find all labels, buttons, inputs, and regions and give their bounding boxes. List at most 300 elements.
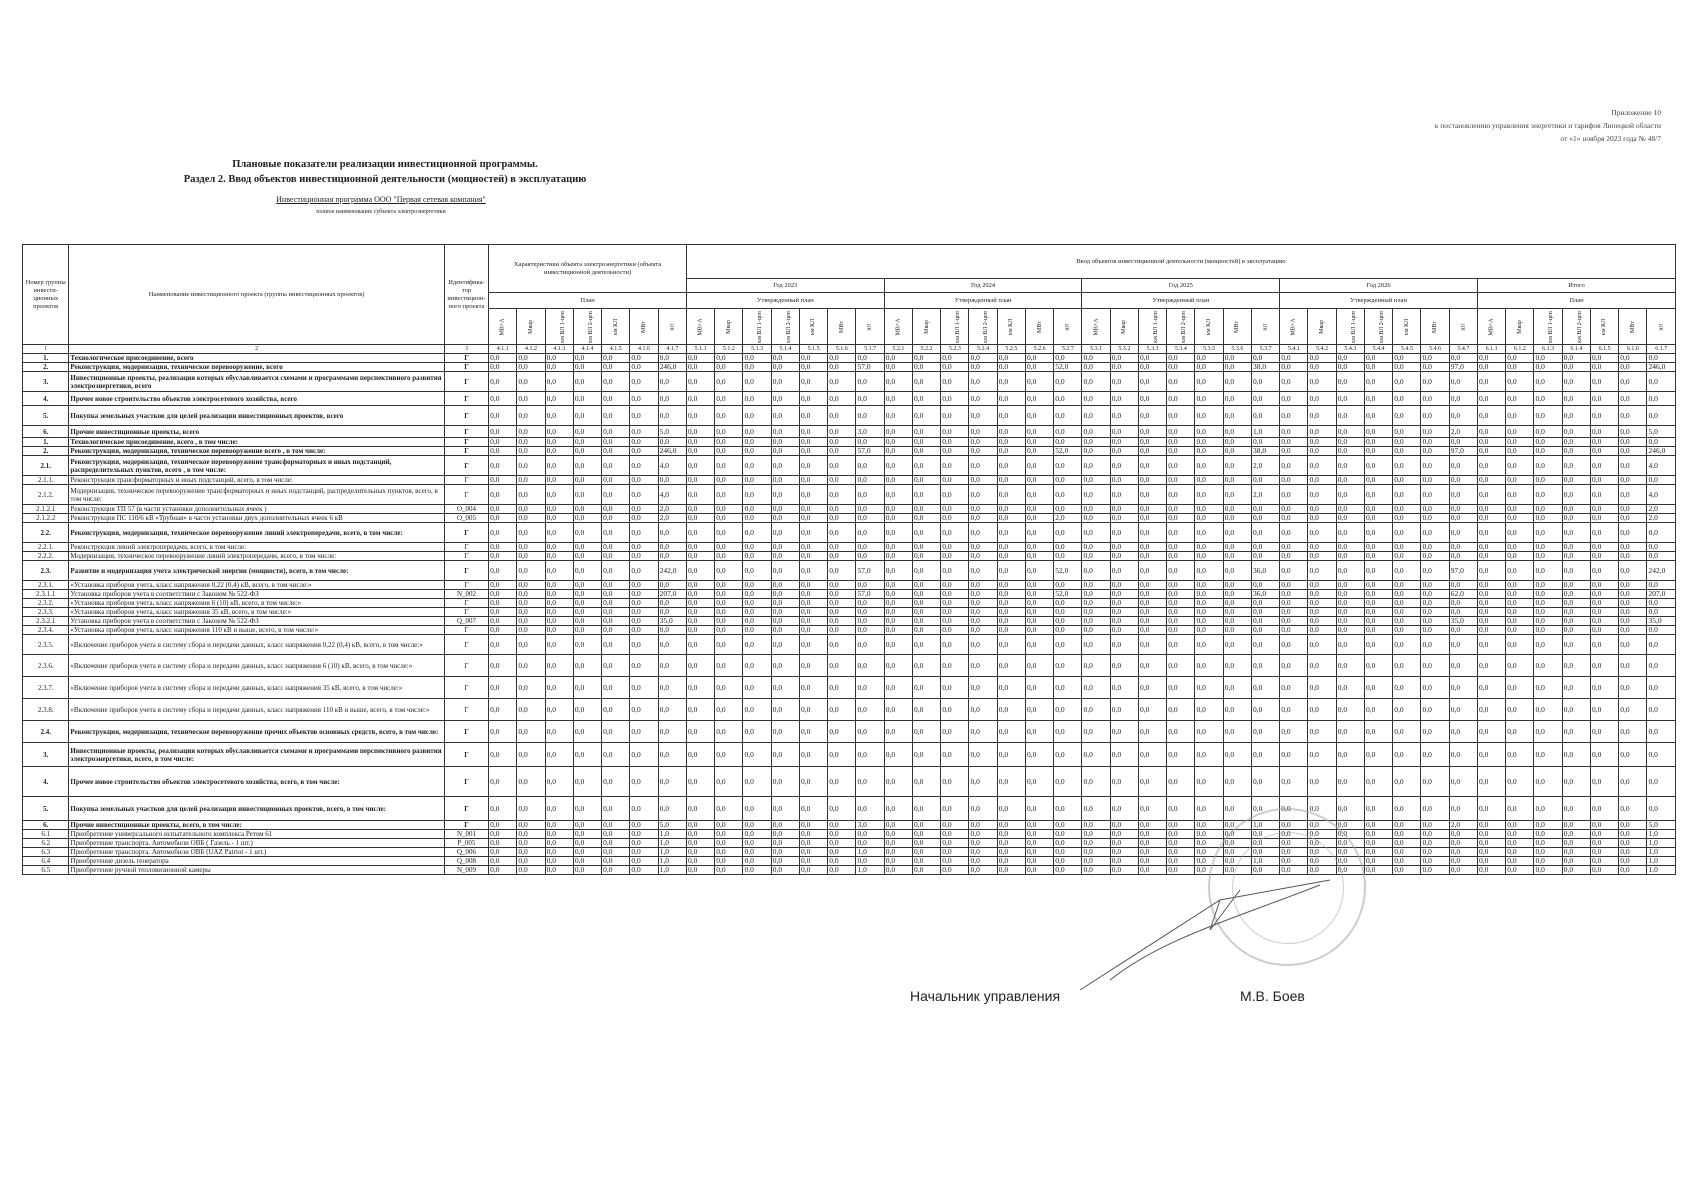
value-cell: 57,0	[856, 561, 884, 581]
value-cell: 0,0	[1562, 438, 1590, 447]
value-cell: 0,0	[1138, 699, 1166, 721]
value-cell: 0,0	[658, 655, 686, 677]
row-name: Технологическое присоединение, всего	[69, 354, 444, 363]
value-cell: 0,0	[1110, 426, 1138, 438]
value-cell: 38,0	[1251, 363, 1279, 372]
value-cell: 0,0	[743, 581, 771, 590]
value-cell: 0,0	[1534, 848, 1562, 857]
value-cell: 0,0	[1534, 514, 1562, 523]
value-cell: 0,0	[884, 626, 912, 635]
row-name: Реконструкция линий электропередачи, всего, в том числе:	[69, 543, 444, 552]
value-cell: 0,0	[884, 767, 912, 797]
value-cell: 0,0	[1167, 655, 1195, 677]
row-identifier: Г	[444, 599, 488, 608]
value-cell: 0,0	[856, 485, 884, 505]
value-cell: 0,0	[686, 456, 714, 476]
value-cell: 0,0	[1534, 523, 1562, 543]
value-cell: 0,0	[1477, 406, 1505, 426]
value-cell: 0,0	[1251, 866, 1279, 875]
table-row	[23, 581, 1676, 590]
value-cell: 0,0	[545, 514, 573, 523]
value-cell: 0,0	[630, 797, 658, 821]
value-cell: 0,0	[517, 699, 545, 721]
value-cell: 0,0	[1251, 626, 1279, 635]
value-cell: 0,0	[1054, 699, 1082, 721]
row-number: 2.3.8.	[23, 699, 69, 721]
value-cell: 0,0	[545, 406, 573, 426]
value-cell: 0,0	[1025, 743, 1053, 767]
value-cell: 0,0	[799, 485, 827, 505]
value-cell: 0,0	[1336, 866, 1364, 875]
value-cell: 0,0	[1477, 372, 1505, 392]
value-cell: 0,0	[630, 821, 658, 830]
header-unit: км КЛ	[997, 309, 1025, 345]
value-cell: 0,0	[743, 363, 771, 372]
value-cell: 0,0	[1506, 543, 1534, 552]
value-cell: 0,0	[1167, 857, 1195, 866]
value-cell: 0,0	[1534, 699, 1562, 721]
value-cell: 0,0	[941, 438, 969, 447]
row-number: 2.3.2.	[23, 599, 69, 608]
value-cell: 0,0	[1138, 581, 1166, 590]
row-number: 3.	[23, 372, 69, 392]
value-cell: 0,0	[1223, 635, 1251, 655]
header-commissioning: Ввод объектов инвестиционной деятельности (мощностей) в эксплуатацию	[686, 245, 1675, 279]
value-cell: 0,0	[715, 505, 743, 514]
value-cell: 0,0	[1449, 608, 1477, 617]
value-cell: 0,0	[1477, 830, 1505, 839]
value-cell: 35,0	[1647, 617, 1676, 626]
value-cell: 0,0	[1167, 552, 1195, 561]
value-cell: 0,0	[828, 617, 856, 626]
value-cell: 0,0	[1534, 561, 1562, 581]
value-cell: 0,0	[1280, 354, 1308, 363]
value-cell: 0,0	[912, 552, 940, 561]
value-cell: 0,0	[1477, 839, 1505, 848]
table-row	[23, 699, 1676, 721]
value-cell: 0,0	[630, 839, 658, 848]
value-cell: 0,0	[573, 438, 601, 447]
header-unit: Мвар	[517, 309, 545, 345]
value-cell: 0,0	[602, 626, 630, 635]
value-cell: 0,0	[997, 581, 1025, 590]
value-cell: 1,0	[1647, 830, 1676, 839]
value-cell: 0,0	[573, 485, 601, 505]
value-cell: 0,0	[686, 426, 714, 438]
value-cell: 0,0	[1025, 590, 1053, 599]
value-cell: 0,0	[1025, 839, 1053, 848]
value-cell: 0,0	[1054, 476, 1082, 485]
value-cell: 0,0	[602, 505, 630, 514]
value-cell: 0,0	[799, 866, 827, 875]
value-cell: 0,0	[1138, 797, 1166, 821]
value-cell: 0,0	[856, 505, 884, 514]
value-cell: 0,0	[828, 848, 856, 857]
value-cell: 0,0	[969, 406, 997, 426]
value-cell: 0,0	[1449, 581, 1477, 590]
value-cell: 0,0	[630, 505, 658, 514]
value-cell: 0,0	[517, 581, 545, 590]
value-cell: 0,0	[658, 523, 686, 543]
value-cell: 0,0	[602, 848, 630, 857]
value-cell: 0,0	[799, 561, 827, 581]
value-cell: 0,0	[856, 721, 884, 743]
value-cell: 0,0	[1421, 677, 1449, 699]
value-cell: 0,0	[969, 485, 997, 505]
value-cell: 0,0	[856, 635, 884, 655]
value-cell: 0,0	[1223, 354, 1251, 363]
value-cell: 0,0	[997, 617, 1025, 626]
value-cell: 0,0	[912, 476, 940, 485]
row-name: Реконструкция, модернизация, техническое перевооружение прочих объектов основных средств, всего, в том числе:	[69, 721, 444, 743]
column-index: 5.2.2	[912, 345, 940, 354]
value-cell: 0,0	[1223, 830, 1251, 839]
value-cell: 0,0	[1619, 767, 1647, 797]
value-cell: 0,0	[743, 599, 771, 608]
value-cell: 0,0	[1167, 821, 1195, 830]
value-cell: 0,0	[1223, 797, 1251, 821]
value-cell: 0,0	[1167, 456, 1195, 476]
value-cell: 0,0	[997, 699, 1025, 721]
value-cell: 0,0	[1223, 581, 1251, 590]
value-cell: 0,0	[1280, 608, 1308, 617]
value-cell: 0,0	[1223, 523, 1251, 543]
row-identifier: Г	[444, 543, 488, 552]
value-cell: 0,0	[1364, 617, 1392, 626]
value-cell: 0,0	[1534, 543, 1562, 552]
row-name: Развитие и модернизация учета электрической энергии (мощности), всего, в том числе:	[69, 561, 444, 581]
row-number: 6.2	[23, 839, 69, 848]
value-cell: 0,0	[1590, 743, 1618, 767]
value-cell: 0,0	[489, 743, 517, 767]
value-cell: 0,0	[799, 830, 827, 839]
value-cell: 0,0	[1562, 608, 1590, 617]
value-cell: 0,0	[1364, 655, 1392, 677]
value-cell: 0,0	[1195, 617, 1223, 626]
header-year: Год 2026	[1280, 279, 1478, 293]
value-cell: 0,0	[743, 485, 771, 505]
row-identifier: Г	[444, 561, 488, 581]
value-cell: 0,0	[517, 599, 545, 608]
value-cell: 0,0	[1110, 505, 1138, 514]
value-cell: 0,0	[1195, 599, 1223, 608]
value-cell: 246,0	[1647, 447, 1676, 456]
value-cell: 0,0	[1082, 514, 1110, 523]
value-cell: 0,0	[1477, 655, 1505, 677]
value-cell: 0,0	[1421, 839, 1449, 848]
row-name: Реконструкция ТП 57 (в части установки дополнительных ячеек )	[69, 505, 444, 514]
row-number: 2.3.1.	[23, 581, 69, 590]
value-cell: 0,0	[969, 447, 997, 456]
header-unit: шт	[658, 309, 686, 345]
value-cell: 0,0	[489, 363, 517, 372]
value-cell: 0,0	[856, 608, 884, 617]
value-cell: 0,0	[686, 866, 714, 875]
value-cell: 0,0	[1393, 721, 1421, 743]
value-cell: 0,0	[1449, 406, 1477, 426]
value-cell: 0,0	[1421, 767, 1449, 797]
value-cell: 0,0	[912, 617, 940, 626]
value-cell: 1,0	[658, 866, 686, 875]
value-cell: 0,0	[941, 797, 969, 821]
value-cell: 0,0	[856, 406, 884, 426]
value-cell: 0,0	[573, 830, 601, 839]
header-plan: План	[489, 293, 687, 309]
row-identifier: N_001	[444, 830, 488, 839]
value-cell: 0,0	[997, 505, 1025, 514]
value-cell: 0,0	[1477, 608, 1505, 617]
value-cell: 0,0	[1393, 456, 1421, 476]
row-name: Приобретение универсального испытательного комплекса Ретом 61	[69, 830, 444, 839]
row-number: 4.	[23, 392, 69, 406]
value-cell: 0,0	[1562, 476, 1590, 485]
value-cell: 0,0	[771, 699, 799, 721]
value-cell: 0,0	[1393, 655, 1421, 677]
value-cell: 0,0	[630, 552, 658, 561]
value-cell: 0,0	[1562, 406, 1590, 426]
table-row	[23, 721, 1676, 743]
value-cell: 0,0	[941, 743, 969, 767]
value-cell: 0,0	[545, 354, 573, 363]
value-cell: 2,0	[1449, 821, 1477, 830]
value-cell: 0,0	[1364, 626, 1392, 635]
header-year: Итого	[1477, 279, 1675, 293]
value-cell: 0,0	[828, 797, 856, 821]
value-cell: 0,0	[630, 830, 658, 839]
value-cell: 0,0	[1336, 485, 1364, 505]
value-cell: 62,0	[1449, 590, 1477, 599]
value-cell: 0,0	[1025, 608, 1053, 617]
value-cell: 0,0	[1195, 514, 1223, 523]
value-cell: 0,0	[1223, 456, 1251, 476]
value-cell: 0,0	[1082, 821, 1110, 830]
row-number: 6.1	[23, 830, 69, 839]
table-row	[23, 830, 1676, 839]
value-cell: 0,0	[1421, 447, 1449, 456]
value-cell: 0,0	[686, 797, 714, 821]
value-cell: 0,0	[1534, 476, 1562, 485]
value-cell: 0,0	[1167, 523, 1195, 543]
value-cell: 0,0	[602, 392, 630, 406]
value-cell: 0,0	[1619, 523, 1647, 543]
value-cell: 0,0	[602, 456, 630, 476]
value-cell: 0,0	[1025, 392, 1053, 406]
value-cell: 0,0	[715, 363, 743, 372]
value-cell: 0,0	[1562, 561, 1590, 581]
value-cell: 0,0	[1082, 476, 1110, 485]
value-cell: 246,0	[1647, 363, 1676, 372]
value-cell: 0,0	[1506, 406, 1534, 426]
value-cell: 0,0	[517, 406, 545, 426]
table-row	[23, 543, 1676, 552]
value-cell: 0,0	[969, 590, 997, 599]
value-cell: 0,0	[1025, 617, 1053, 626]
column-index: 5.4.4	[1364, 345, 1392, 354]
value-cell: 0,0	[602, 608, 630, 617]
value-cell: 0,0	[771, 721, 799, 743]
column-index: 5.2.7	[1054, 345, 1082, 354]
value-cell: 0,0	[630, 699, 658, 721]
value-cell: 0,0	[1167, 581, 1195, 590]
value-cell: 0,0	[1421, 821, 1449, 830]
value-cell: 0,0	[1280, 514, 1308, 523]
header-year: Год 2023	[686, 279, 884, 293]
value-cell: 0,0	[912, 438, 940, 447]
value-cell: 0,0	[1590, 866, 1618, 875]
value-cell: 0,0	[630, 581, 658, 590]
value-cell: 0,0	[1280, 635, 1308, 655]
value-cell: 0,0	[1025, 626, 1053, 635]
value-cell: 0,0	[715, 426, 743, 438]
value-cell: 0,0	[1421, 797, 1449, 821]
value-cell: 0,0	[1082, 626, 1110, 635]
value-cell: 0,0	[489, 476, 517, 485]
value-cell: 0,0	[1336, 543, 1364, 552]
value-cell: 0,0	[799, 617, 827, 626]
value-cell: 0,0	[489, 354, 517, 363]
value-cell: 0,0	[545, 821, 573, 830]
value-cell: 0,0	[658, 721, 686, 743]
value-cell: 0,0	[573, 354, 601, 363]
value-cell: 0,0	[686, 848, 714, 857]
value-cell: 0,0	[489, 866, 517, 875]
value-cell: 0,0	[1449, 857, 1477, 866]
value-cell: 0,0	[1138, 599, 1166, 608]
value-cell: 0,0	[1421, 590, 1449, 599]
value-cell: 0,0	[630, 599, 658, 608]
value-cell: 0,0	[856, 514, 884, 523]
header-unit: км КЛ	[1195, 309, 1223, 345]
header-unit: шт	[1449, 309, 1477, 345]
value-cell: 0,0	[715, 456, 743, 476]
value-cell: 0,0	[799, 354, 827, 363]
value-cell: 0,0	[1336, 839, 1364, 848]
value-cell: 0,0	[715, 617, 743, 626]
value-cell: 0,0	[1590, 626, 1618, 635]
value-cell: 0,0	[856, 767, 884, 797]
value-cell: 246,0	[658, 363, 686, 372]
value-cell: 0,0	[1421, 438, 1449, 447]
value-cell: 0,0	[630, 866, 658, 875]
value-cell: 0,0	[969, 505, 997, 514]
value-cell: 0,0	[630, 721, 658, 743]
value-cell: 0,0	[686, 857, 714, 866]
value-cell: 0,0	[1110, 830, 1138, 839]
row-identifier: Г	[444, 821, 488, 830]
value-cell: 0,0	[1082, 406, 1110, 426]
value-cell: 0,0	[1054, 635, 1082, 655]
value-cell: 0,0	[969, 866, 997, 875]
value-cell: 0,0	[771, 447, 799, 456]
value-cell: 0,0	[602, 354, 630, 363]
table-row	[23, 456, 1676, 476]
value-cell: 0,0	[1590, 456, 1618, 476]
value-cell: 0,0	[573, 599, 601, 608]
value-cell: 0,0	[1590, 599, 1618, 608]
value-cell: 0,0	[1082, 743, 1110, 767]
row-name: Прочие инвестиционные проекты, всего	[69, 426, 444, 438]
value-cell: 0,0	[997, 857, 1025, 866]
value-cell: 0,0	[1223, 617, 1251, 626]
value-cell: 0,0	[941, 505, 969, 514]
header-year: Год 2024	[884, 279, 1082, 293]
value-cell: 0,0	[489, 857, 517, 866]
value-cell: 0,0	[1082, 505, 1110, 514]
value-cell: 0,0	[941, 655, 969, 677]
value-cell: 0,0	[1590, 447, 1618, 456]
value-cell: 0,0	[969, 635, 997, 655]
value-cell: 0,0	[997, 608, 1025, 617]
value-cell: 0,0	[1251, 523, 1279, 543]
value-cell: 0,0	[489, 626, 517, 635]
value-cell: 1,0	[1647, 848, 1676, 857]
value-cell: 0,0	[771, 767, 799, 797]
table-row	[23, 655, 1676, 677]
value-cell: 0,0	[1025, 797, 1053, 821]
value-cell: 0,0	[715, 372, 743, 392]
value-cell: 0,0	[1308, 485, 1336, 505]
value-cell: 0,0	[630, 543, 658, 552]
value-cell: 0,0	[1562, 372, 1590, 392]
value-cell: 0,0	[1223, 485, 1251, 505]
value-cell: 0,0	[771, 677, 799, 699]
value-cell: 4,0	[658, 485, 686, 505]
value-cell: 0,0	[1251, 655, 1279, 677]
value-cell: 0,0	[997, 476, 1025, 485]
value-cell: 0,0	[1534, 581, 1562, 590]
value-cell: 0,0	[715, 721, 743, 743]
value-cell: 0,0	[1619, 392, 1647, 406]
value-cell: 0,0	[1647, 543, 1676, 552]
value-cell: 0,0	[1167, 406, 1195, 426]
value-cell: 0,0	[686, 821, 714, 830]
value-cell: 0,0	[1393, 485, 1421, 505]
value-cell: 0,0	[1308, 839, 1336, 848]
header-unit: Мвар	[715, 309, 743, 345]
value-cell: 97,0	[1449, 447, 1477, 456]
row-identifier: Г	[444, 392, 488, 406]
value-cell: 0,0	[1025, 485, 1053, 505]
value-cell: 0,0	[630, 767, 658, 797]
value-cell: 0,0	[1110, 581, 1138, 590]
value-cell: 0,0	[884, 617, 912, 626]
value-cell: 0,0	[799, 392, 827, 406]
value-cell: 0,0	[658, 797, 686, 821]
value-cell: 0,0	[912, 505, 940, 514]
value-cell: 0,0	[1025, 581, 1053, 590]
value-cell: 0,0	[1590, 857, 1618, 866]
value-cell: 0,0	[1138, 552, 1166, 561]
value-cell: 0,0	[489, 543, 517, 552]
table-row	[23, 617, 1676, 626]
value-cell: 0,0	[1138, 354, 1166, 363]
value-cell: 0,0	[1562, 635, 1590, 655]
header-unit: км КЛ	[602, 309, 630, 345]
value-cell: 0,0	[799, 821, 827, 830]
value-cell: 0,0	[573, 523, 601, 543]
value-cell: 0,0	[1336, 626, 1364, 635]
value-cell: 0,0	[1364, 743, 1392, 767]
row-number: 2.3.2.1	[23, 617, 69, 626]
value-cell: 0,0	[1054, 743, 1082, 767]
value-cell: 0,0	[545, 721, 573, 743]
value-cell: 0,0	[912, 655, 940, 677]
value-cell: 0,0	[1619, 590, 1647, 599]
value-cell: 0,0	[1336, 797, 1364, 821]
value-cell: 0,0	[602, 590, 630, 599]
value-cell: 0,0	[1477, 590, 1505, 599]
value-cell: 0,0	[1167, 476, 1195, 485]
